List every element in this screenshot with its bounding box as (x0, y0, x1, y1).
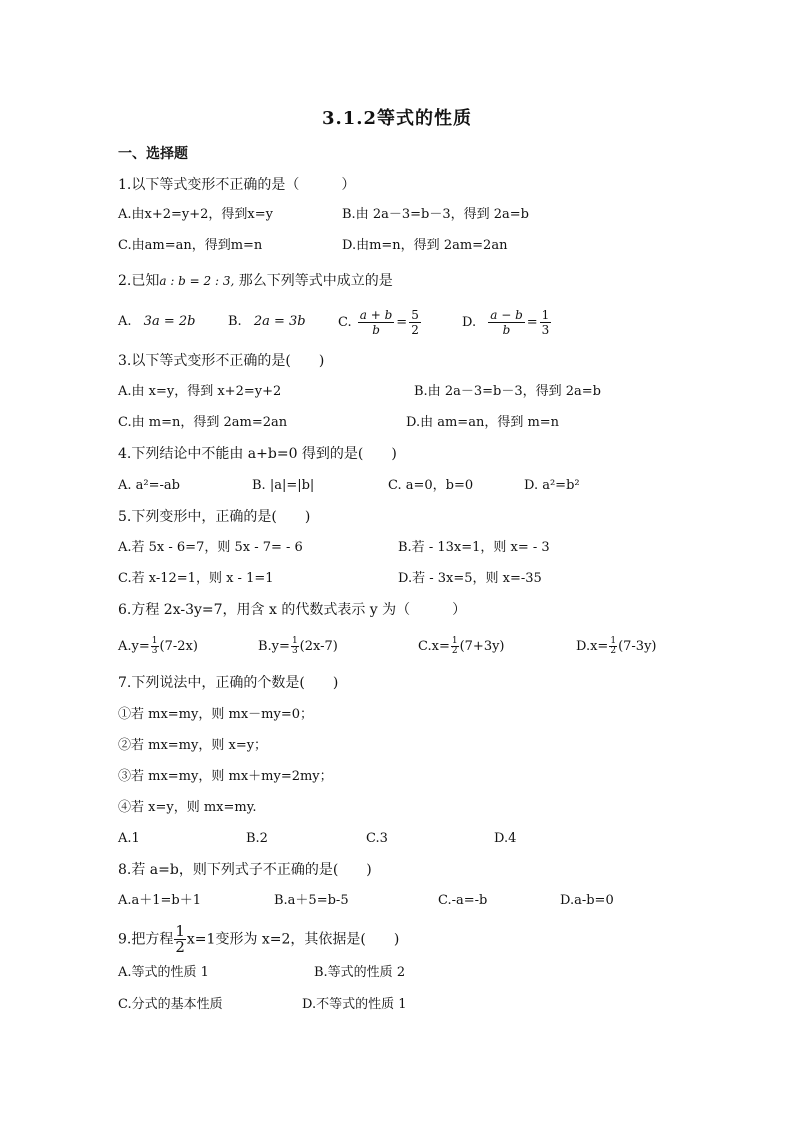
question-9-post: 变形为 x=2，其依据是( ) (215, 931, 400, 948)
question-8-option-d: D.a-b=0 (560, 893, 614, 908)
question-4-option-c: C. a=0，b=0 (388, 478, 474, 493)
option-d-fraction-right: $\frac{1}{3}$ (541, 308, 550, 337)
option-c-equals: = (396, 315, 408, 330)
question-4-option-a: A. a²=-ab (118, 478, 180, 493)
question-1-option-c: C.由am=an，得到m=n (118, 238, 263, 253)
option-c-fraction-left: $\frac{a + b}{b}$ (359, 308, 393, 337)
question-9-option-c: C.分式的基本性质 (118, 997, 223, 1012)
option-b-label: B. (228, 314, 242, 329)
option-a-fraction: $\frac{1}{3}$ (151, 636, 158, 656)
question-9-option-d: D.不等式的性质 1 (302, 997, 407, 1012)
option-b-fraction: $\frac{1}{3}$ (291, 636, 298, 656)
section-heading: 一、选择题 (118, 146, 188, 162)
question-5-option-c: C.若 x-12=1，则 x - 1=1 (118, 571, 274, 586)
question-2-stem (118, 272, 393, 290)
option-b-expression: 2a = 3b (253, 314, 306, 329)
question-1-option-d: D.由m=n，得到 2am=2an (342, 238, 508, 253)
question-9-fraction: $\frac{1}{2}$ (175, 922, 185, 956)
question-7-statement-1: ①若 mx=my，则 mx－my=0； (118, 707, 313, 722)
question-4-option-b: B. |a|=|b| (252, 478, 315, 493)
question-7-stem: 7.下列说法中，正确的个数是( ) (118, 675, 339, 691)
question-3-option-b: B.由 2a－3=b－3，得到 2a=b (414, 384, 601, 399)
option-b-prefix: B.y= (258, 639, 290, 654)
question-7-option-a: A.1 (118, 831, 140, 846)
question-6-option-d (576, 636, 657, 658)
option-a-suffix: (7-2x) (159, 639, 198, 654)
question-6-option-b (258, 636, 338, 658)
question-3-stem: 3.以下等式变形不正确的是( ) (118, 353, 325, 369)
question-5-option-b: B.若 - 13x=1，则 x= - 3 (398, 540, 550, 555)
question-9-equation: x=1 (186, 931, 216, 948)
question-7-option-c: C.3 (366, 831, 388, 846)
option-d-fraction: $\frac{1}{2}$ (610, 636, 617, 656)
question-9-stem (118, 924, 399, 955)
question-9-option-a: A.等式的性质 1 (118, 965, 209, 980)
question-5-option-d: D.若 - 3x=5，则 x=-35 (398, 571, 542, 586)
question-6-option-a (118, 636, 198, 658)
question-9-pre: 9.把方程 (118, 931, 174, 948)
question-3-option-c: C.由 m=n，得到 2am=2an (118, 415, 288, 430)
option-d-fraction-left: $\frac{a - b}{b}$ (490, 308, 523, 337)
question-2-option-d (462, 306, 553, 340)
option-a-prefix: A.y= (118, 639, 150, 654)
question-8-option-b: B.a＋5=b-5 (274, 893, 349, 908)
question-2-option-c (338, 306, 423, 340)
question-3-option-a: A.由 x=y，得到 x+2=y+2 (118, 384, 282, 399)
question-2-option-b (228, 313, 306, 331)
option-c-suffix: (7+3y) (459, 639, 505, 654)
option-c-label: C. (338, 315, 352, 330)
question-7-statement-2: ②若 mx=my，则 x=y； (118, 738, 268, 753)
question-2-pre: 2.已知 (118, 273, 160, 289)
question-4-option-d: D. a²=b² (524, 478, 580, 493)
question-5-stem: 5.下列变形中，正确的是( ) (118, 509, 311, 525)
question-7-statement-4: ④若 x=y，则 mx=my. (118, 800, 257, 815)
question-1-option-b: B.由 2a－3=b－3，得到 2a=b (342, 207, 529, 222)
question-5-option-a: A.若 5x - 6=7，则 5x - 7= - 6 (118, 540, 303, 555)
question-1-option-a: A.由x+2=y+2，得到x=y (118, 207, 273, 222)
option-d-equals: = (526, 315, 538, 330)
question-7-option-b: B.2 (246, 831, 268, 846)
option-d-label: D. (462, 315, 477, 330)
option-c-fraction-right: $\frac{5}{2}$ (411, 308, 419, 337)
option-c-fraction: $\frac{1}{2}$ (451, 636, 458, 656)
option-a-label: A. (118, 314, 132, 329)
option-d-prefix: D.x= (576, 639, 609, 654)
question-6-option-c (418, 636, 505, 658)
option-b-suffix: (2x-7) (299, 639, 338, 654)
option-c-prefix: C.x= (418, 639, 450, 654)
page-title: 3.1.2等式的性质 (321, 108, 473, 129)
question-2-ratio: a : b = 2 : 3, (159, 274, 235, 288)
question-7-option-d: D.4 (494, 831, 517, 846)
question-1-stem: 1.以下等式变形不正确的是（ ） (118, 177, 356, 193)
question-4-stem: 4.下列结论中不能由 a+b=0 得到的是( ) (118, 446, 397, 462)
question-3-option-d: D.由 am=an，得到 m=n (406, 415, 560, 430)
option-a-expression: 3a = 2b (143, 314, 196, 329)
option-d-suffix: (7-3y) (618, 639, 657, 654)
question-2-post: 那么下列等式中成立的是 (238, 273, 393, 289)
question-8-option-a: A.a＋1=b＋1 (118, 893, 202, 908)
question-9-option-b: B.等式的性质 2 (314, 965, 406, 980)
question-8-stem: 8.若 a=b，则下列式子不正确的是( ) (118, 862, 372, 878)
question-7-statement-3: ③若 mx=my，则 mx＋my=2my； (118, 769, 333, 784)
question-2-option-a (118, 313, 195, 331)
question-8-option-c: C.-a=-b (438, 893, 488, 908)
question-6-stem: 6.方程 2x-3y=7，用含 x 的代数式表示 y 为（ ） (118, 602, 467, 618)
